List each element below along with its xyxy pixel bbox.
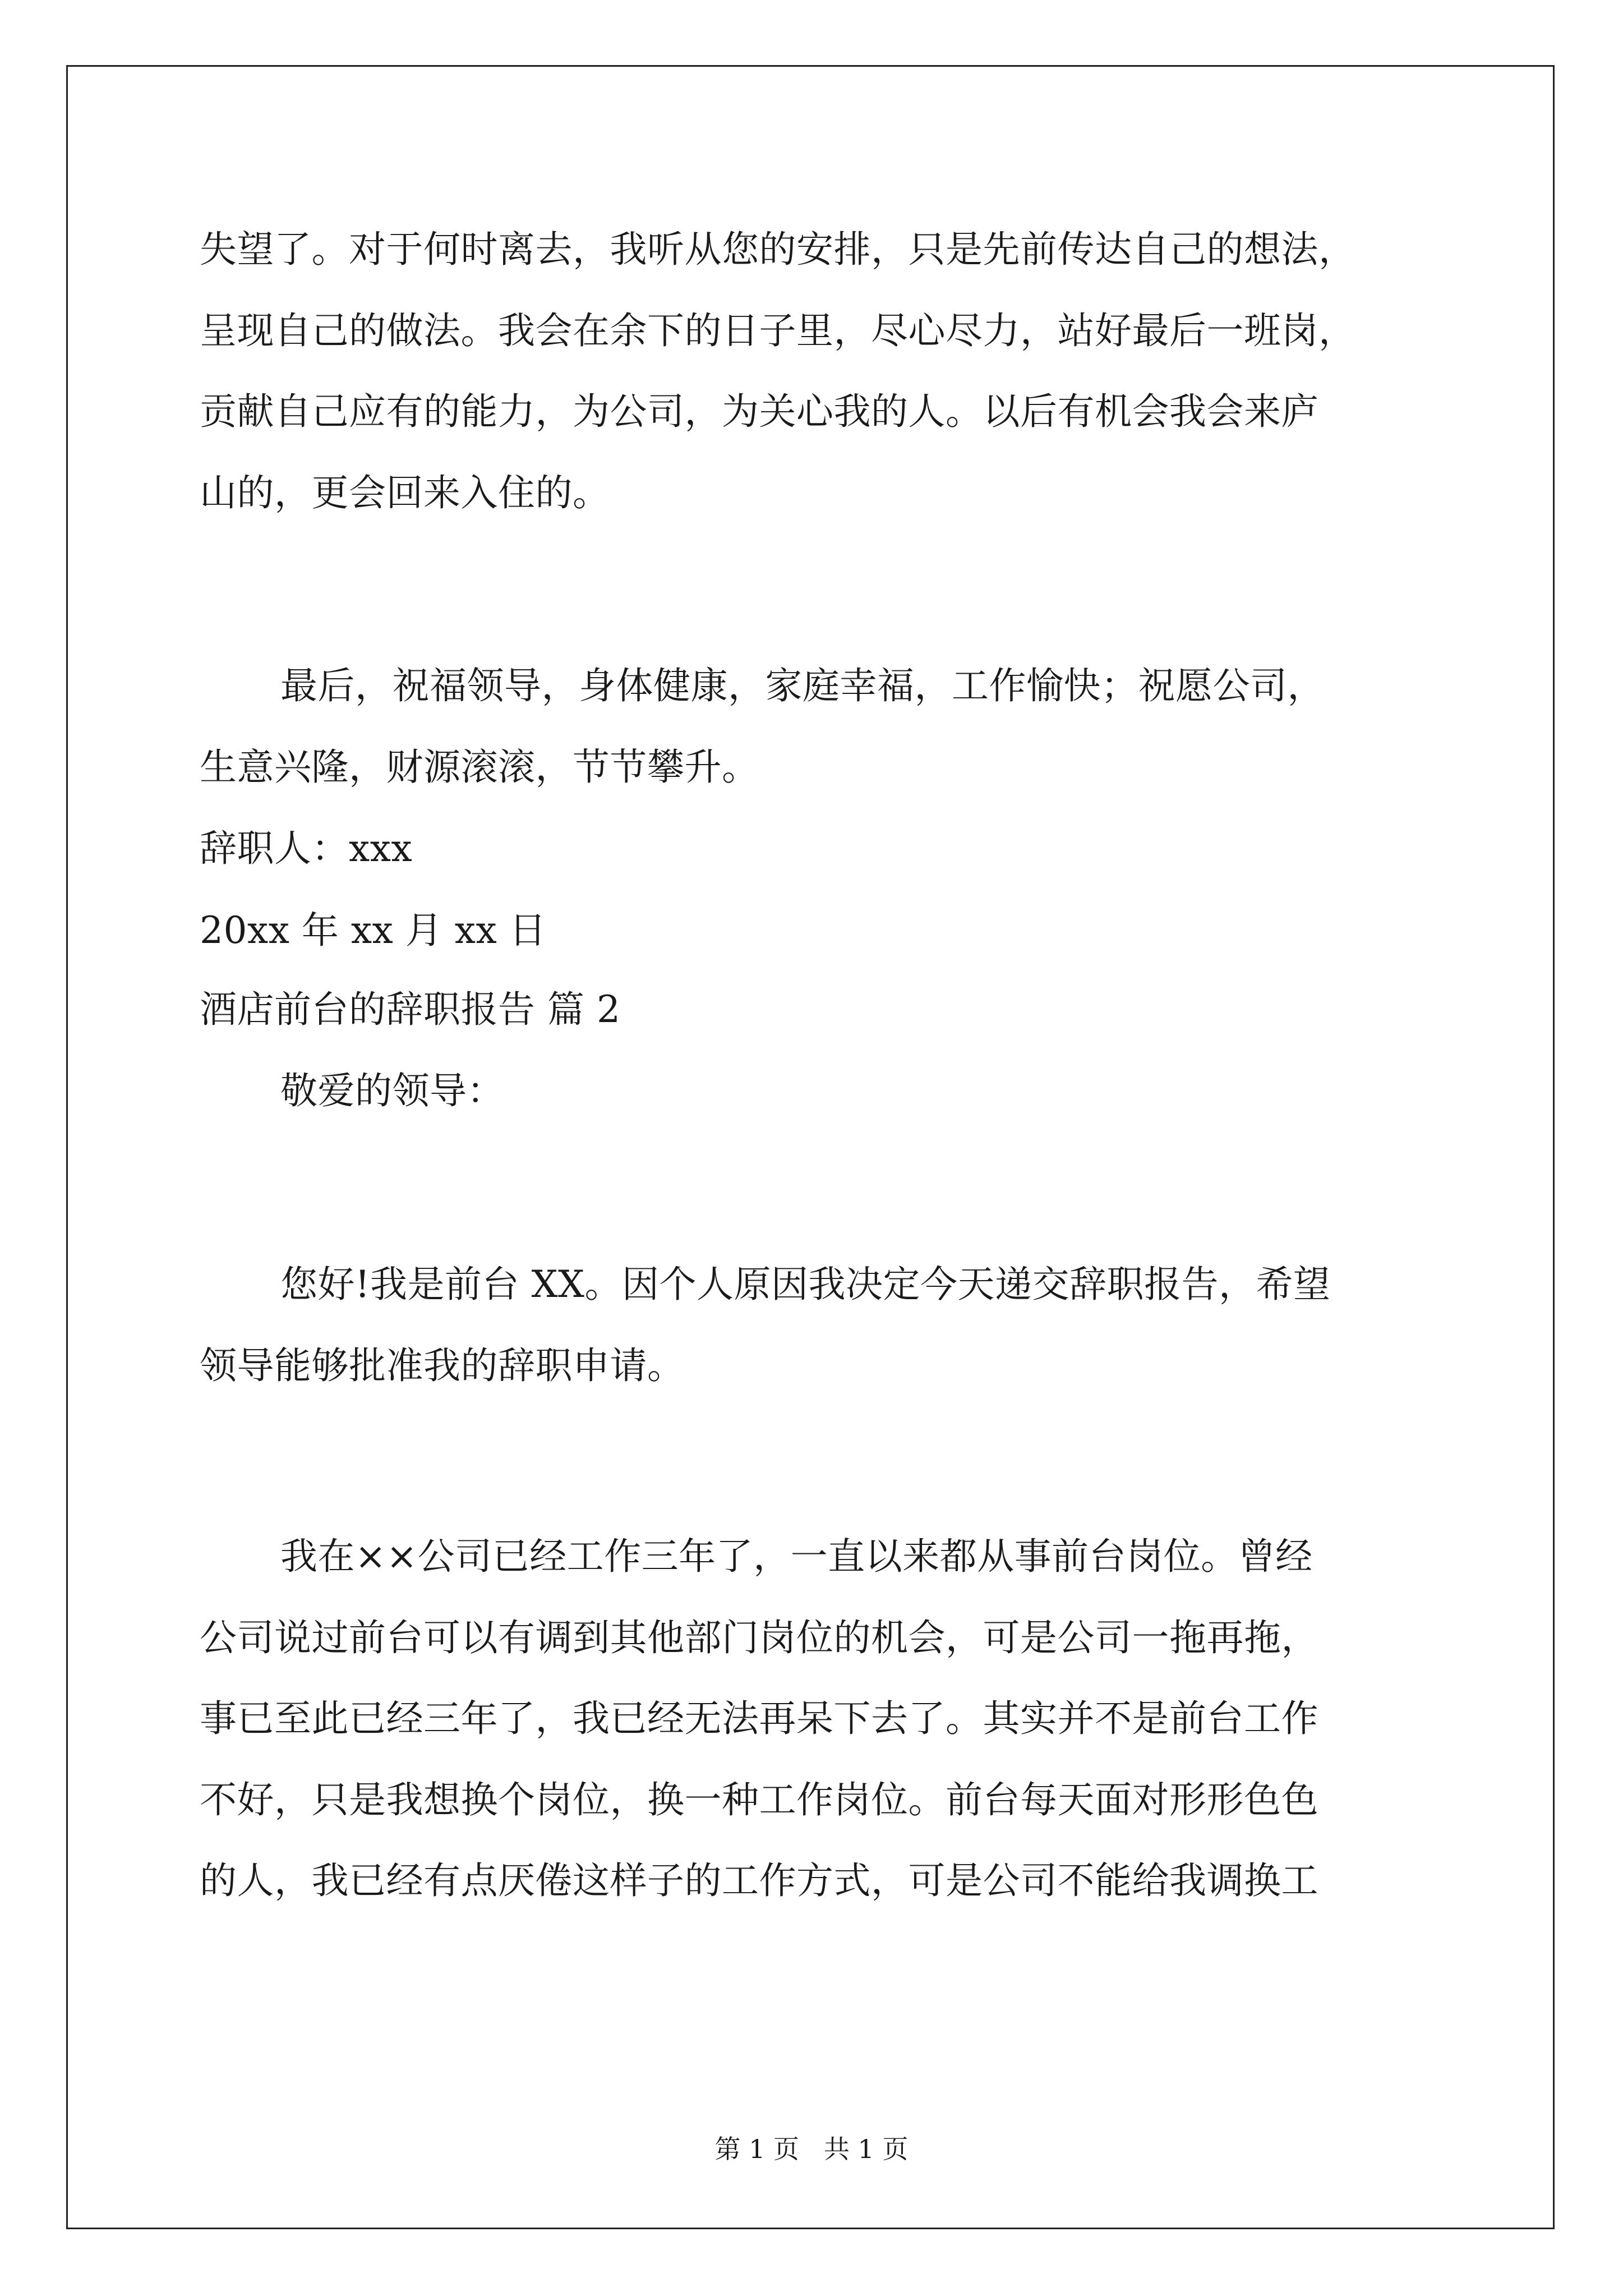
date-line: 20xx 年 xx 月 xx 日: [200, 909, 547, 952]
salutation: 敬爱的领导：: [280, 1069, 504, 1112]
paragraph-line: 呈现自己的做法。我会在余下的日子里，尽心尽力，站好最后一班岗，: [200, 309, 1356, 352]
paragraph-line: 事已至此已经三年了，我已经无法再呆下去了。其实并不是前台工作: [200, 1697, 1318, 1740]
paragraph-line: 失望了。对于何时离去，我听从您的安排，只是先前传达自己的想法，: [200, 228, 1356, 271]
paragraph-line: 生意兴隆，财源滚滚，节节攀升。: [200, 746, 759, 789]
paragraph-line: 领导能够批准我的辞职申请。: [200, 1344, 685, 1387]
paragraph-line: 山的，更会回来入住的。: [200, 471, 610, 514]
signature-line: 辞职人：xxx: [200, 827, 413, 870]
paragraph-line: 最后，祝福领导，身体健康，家庭幸福，工作愉快；祝愿公司，: [280, 664, 1325, 707]
page-footer: 第 1 页 共 1 页: [714, 2134, 909, 2164]
paragraph-line: 您好!我是前台 XX。因个人原因我决定今天递交辞职报告，希望: [280, 1263, 1331, 1306]
paragraph-line: 不好，只是我想换个岗位，换一种工作岗位。前台每天面对形形色色: [200, 1778, 1318, 1821]
paragraph-line: 的人，我已经有点厌倦这样子的工作方式，可是公司不能给我调换工: [200, 1859, 1318, 1902]
paragraph-line: 公司说过前台可以有调到其他部门岗位的机会，可是公司一拖再拖，: [200, 1616, 1318, 1659]
paragraph-line: 我在××公司已经工作三年了，一直以来都从事前台岗位。曾经: [280, 1535, 1313, 1578]
paragraph-line: 贡献自己应有的能力，为公司，为关心我的人。以后有机会我会来庐: [200, 390, 1318, 433]
section-heading: 酒店前台的辞职报告 篇 2: [200, 988, 621, 1031]
